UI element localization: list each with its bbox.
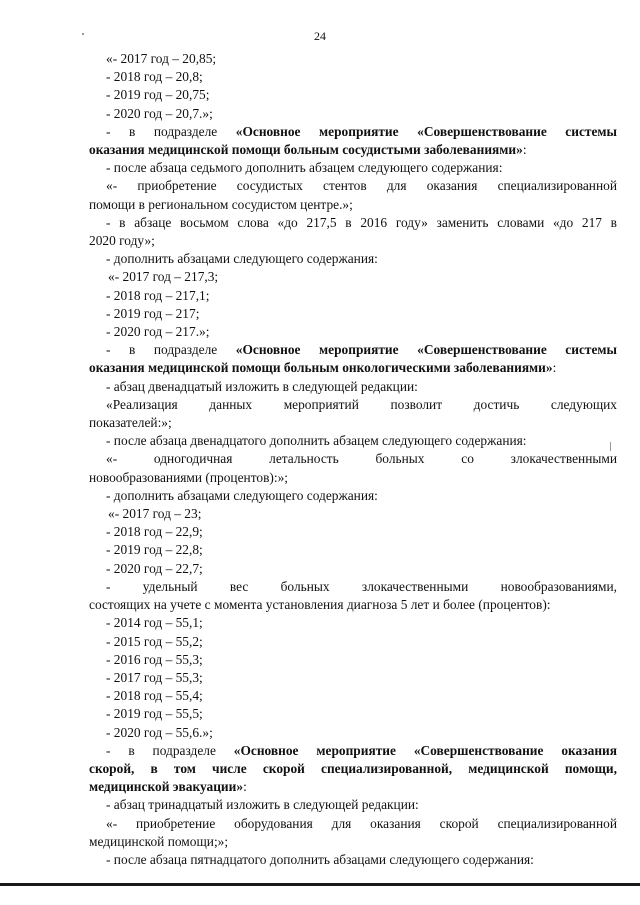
- text-line: [89, 396, 617, 414]
- text-line: [89, 578, 617, 596]
- text-line: [89, 450, 617, 468]
- text-run: - 2017 год – 55,3;: [106, 669, 203, 685]
- text-run: 2020 году»;: [89, 233, 155, 249]
- text-run: «- приобретение сосудистых стентов для оказания специализированной: [106, 178, 617, 194]
- text-run: - 2019 год – 55,5;: [106, 706, 203, 722]
- text-line: [89, 796, 617, 814]
- text-run: - 2019 год – 22,8;: [106, 542, 203, 558]
- text-run: новообразованиями (процентов):»;: [89, 469, 288, 485]
- text-run: - удельный вес больных злокачественными новообразованиями,: [106, 578, 617, 594]
- text-run: - 2015 год – 55,2;: [106, 633, 203, 649]
- text-line: [89, 177, 617, 195]
- text-line: [89, 250, 617, 268]
- text-run: «Реализация данных мероприятий позволит достичь следующих: [106, 396, 617, 412]
- text-line: [89, 596, 617, 614]
- text-line: [89, 323, 617, 341]
- scan-bottom-edge: [0, 883, 640, 886]
- text-line: [89, 68, 617, 86]
- text-line: [89, 414, 617, 432]
- text-line: [89, 50, 617, 68]
- text-run: «- 2017 год – 217,3;: [108, 269, 219, 285]
- text-run: медицинской помощи;»;: [89, 833, 229, 849]
- text-line: [89, 196, 617, 214]
- text-line: [89, 141, 617, 159]
- text-run: «- 2017 год – 20,85;: [106, 51, 217, 66]
- text-run: :: [552, 360, 557, 376]
- bold-text: медицинской эвакуации»: [89, 779, 244, 795]
- text-run: - дополнить абзацами следующего содержания:: [106, 251, 378, 267]
- text-line: [89, 432, 617, 450]
- text-line: [89, 123, 617, 141]
- text-run: - 2014 год – 55,1;: [106, 615, 203, 631]
- text-line: [89, 541, 617, 559]
- bold-text: оказания медицинской помощи больным сосудистыми заболеваниями»: [89, 142, 523, 158]
- text-run: «- одногодичная летальность больных со злокачественными: [106, 451, 617, 467]
- text-run: показателей:»;: [89, 415, 172, 431]
- bold-text: «Основное мероприятие «Совершенствование системы: [235, 123, 617, 139]
- text-run: - 2019 год – 20,75;: [106, 87, 210, 103]
- text-run: - 2018 год – 217,1;: [106, 287, 210, 303]
- text-line: [89, 305, 617, 323]
- text-line: [89, 487, 617, 505]
- text-run: «- 2017 год – 23;: [108, 506, 202, 522]
- text-run: - 2018 год – 20,8;: [106, 69, 203, 85]
- text-line: [89, 214, 617, 232]
- text-run: - в подразделе: [106, 123, 236, 139]
- text-line: [89, 851, 617, 869]
- text-run: - 2016 год – 55,3;: [106, 651, 203, 667]
- text-line: [89, 760, 617, 778]
- text-line: [89, 505, 617, 523]
- text-run: - 2019 год – 217;: [106, 305, 200, 321]
- text-line: [89, 742, 617, 760]
- document-body: [89, 50, 617, 869]
- text-run: - после абзаца седьмого дополнить абзацем следующего содержания:: [106, 160, 503, 176]
- text-run: - после абзаца двенадцатого дополнить абзацем следующего содержания:: [106, 433, 527, 449]
- text-run: - после абзаца пятнадцатого дополнить абзацами следующего содержания:: [106, 851, 534, 867]
- text-line: [89, 778, 617, 796]
- text-line: [89, 651, 617, 669]
- text-line: [89, 86, 617, 104]
- text-run: :: [522, 142, 527, 158]
- text-run: - в подразделе: [106, 342, 236, 358]
- text-run: - 2020 год – 55,6.»;: [106, 724, 213, 740]
- text-line: [89, 232, 617, 250]
- text-run: - 2020 год – 22,7;: [106, 560, 203, 576]
- text-line: [89, 105, 617, 123]
- text-run: - 2018 год – 55,4;: [106, 688, 203, 704]
- text-line: [89, 359, 617, 377]
- text-line: [89, 469, 617, 487]
- text-line: [89, 815, 617, 833]
- text-line: [89, 633, 617, 651]
- text-run: - абзац тринадцатый изложить в следующей редакции:: [106, 797, 419, 813]
- text-line: [89, 687, 617, 705]
- scan-speck: [82, 33, 84, 35]
- bold-text: «Основное мероприятие «Совершенствование системы: [235, 342, 617, 358]
- text-run: - в подразделе: [106, 742, 234, 758]
- text-line: [89, 268, 617, 286]
- text-line: [89, 705, 617, 723]
- text-line: [89, 159, 617, 177]
- bold-text: скорой, в том числе скорой специализированной, медицинской помощи,: [89, 760, 617, 776]
- text-line: [89, 669, 617, 687]
- text-run: - в абзаце восьмом слова «до 217,5 в 2016 году» заменить словами «до 217 в: [106, 214, 617, 230]
- text-run: - дополнить абзацами следующего содержания:: [106, 487, 378, 503]
- text-line: [89, 560, 617, 578]
- bold-text: оказания медицинской помощи больным онкологическими заболеваниями»: [89, 360, 553, 376]
- text-run: :: [243, 779, 247, 795]
- text-run: помощи в региональном сосудистом центре.»;: [89, 196, 353, 212]
- text-line: [89, 378, 617, 396]
- bold-text: «Основное мероприятие «Совершенствование оказания: [233, 742, 617, 758]
- page-number: 24: [314, 29, 326, 43]
- text-run: - 2020 год – 217.»;: [106, 324, 210, 340]
- text-run: - абзац двенадцатый изложить в следующей редакции:: [106, 378, 418, 394]
- text-line: [89, 287, 617, 305]
- text-run: состоящих на учете с момента установления диагноза 5 лет и более (процентов):: [89, 597, 551, 613]
- text-run: - 2018 год – 22,9;: [106, 524, 203, 540]
- text-line: [89, 724, 617, 742]
- text-line: [89, 833, 617, 851]
- text-line: [89, 341, 617, 359]
- text-run: «- приобретение оборудования для оказания скорой специализированной: [106, 815, 617, 831]
- text-line: [89, 523, 617, 541]
- text-line: [89, 614, 617, 632]
- text-run: - 2020 год – 20,7.»;: [106, 105, 213, 121]
